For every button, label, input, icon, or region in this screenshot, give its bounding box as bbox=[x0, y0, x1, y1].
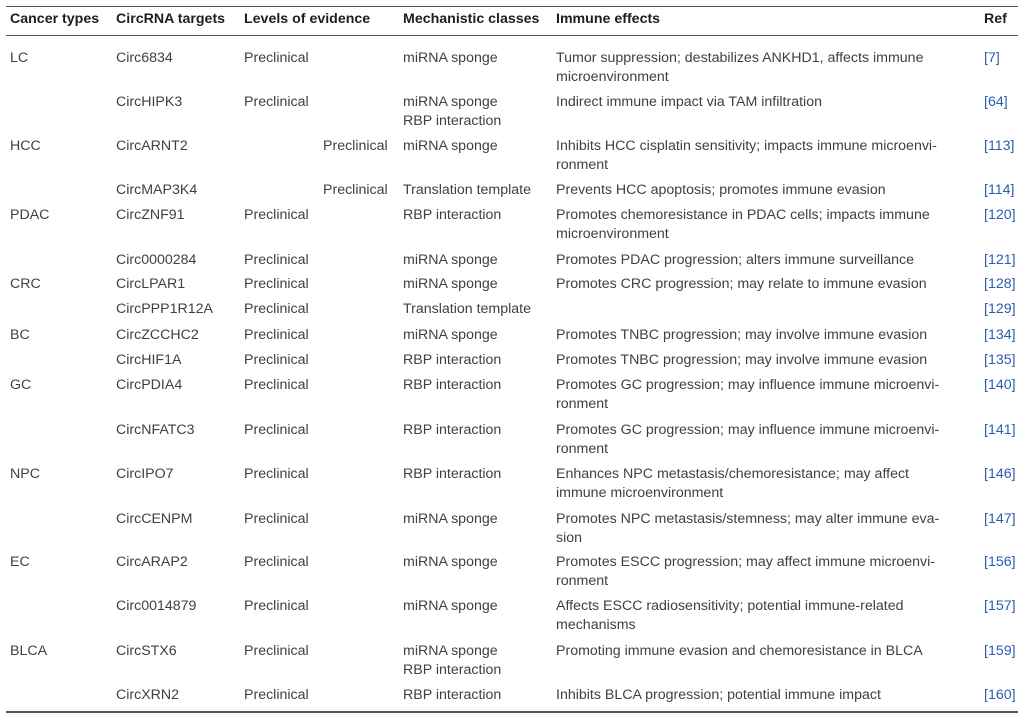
immune-effect-line: Promotes PDAC progression; alters immune surveillance bbox=[556, 252, 914, 268]
mechanism-line: RBP interaction bbox=[403, 352, 502, 368]
immune-effect-line: Promotes ESCC progression; may affect immune microenvi- bbox=[556, 554, 935, 570]
immune-effect-line: Prevents HCC apoptosis; promotes immune evasion bbox=[556, 182, 886, 198]
mechanism-line: miRNA sponge bbox=[403, 643, 498, 659]
mechanism-cell bbox=[403, 181, 531, 200]
mechanism-cell bbox=[403, 93, 501, 130]
evidence-level-cell: Preclinical bbox=[244, 207, 309, 223]
immune-effect-cell bbox=[556, 351, 966, 370]
evidence-level-cell: Preclinical bbox=[244, 252, 309, 268]
reference-link[interactable]: [140] bbox=[984, 377, 1016, 393]
mechanism-cell bbox=[403, 597, 498, 616]
header-immune-effects: Immune effects bbox=[556, 11, 661, 27]
immune-effect-cell bbox=[556, 553, 966, 590]
cancer-type-cell: BC bbox=[10, 327, 30, 343]
immune-effect-line: Promoting immune evasion and chemoresistance in BLCA bbox=[556, 643, 923, 659]
immune-effect-cell bbox=[556, 510, 966, 547]
immune-effect-line: Promotes GC progression; may influence immune microenvi- bbox=[556, 422, 940, 438]
circrna-target-cell: CircXRN2 bbox=[116, 687, 180, 703]
mechanism-cell bbox=[403, 300, 531, 319]
mechanism-cell bbox=[403, 376, 501, 395]
mechanism-line: RBP interaction bbox=[403, 466, 502, 482]
immune-effect-line: ronment bbox=[556, 156, 609, 173]
immune-effect-cell bbox=[556, 181, 966, 200]
immune-effect-line: ronment bbox=[556, 440, 609, 457]
evidence-level-cell: Preclinical bbox=[244, 598, 309, 614]
circrna-target-cell: CircARAP2 bbox=[116, 554, 188, 570]
immune-effect-line: Inhibits BLCA progression; potential immune impact bbox=[556, 687, 881, 703]
immune-effect-cell bbox=[556, 251, 966, 270]
reference-link[interactable]: [129] bbox=[984, 301, 1016, 317]
mechanism-cell bbox=[403, 421, 501, 440]
cancer-type-cell: CRC bbox=[10, 276, 41, 292]
circrna-target-cell: CircZNF91 bbox=[116, 207, 185, 223]
reference-link[interactable]: [160] bbox=[984, 687, 1016, 703]
mechanism-line: miRNA sponge bbox=[403, 511, 498, 527]
evidence-level-cell: Preclinical bbox=[244, 327, 309, 343]
mechanism-cell bbox=[403, 137, 498, 156]
cancer-type-cell: LC bbox=[10, 50, 29, 66]
reference-link[interactable]: [128] bbox=[984, 276, 1016, 292]
mechanism-line: Translation template bbox=[403, 182, 532, 198]
evidence-level-cell: Preclinical bbox=[244, 643, 309, 659]
mechanism-line: RBP interaction bbox=[403, 112, 502, 129]
circrna-target-cell: CircCENPM bbox=[116, 511, 193, 527]
immune-effect-cell bbox=[556, 376, 966, 413]
reference-link[interactable]: [121] bbox=[984, 252, 1016, 268]
circrna-target-cell: CircPPP1R12A bbox=[116, 301, 213, 317]
immune-effect-line: microenvironment bbox=[556, 68, 669, 85]
mechanism-cell bbox=[403, 206, 501, 225]
circrna-target-cell: CircNFATC3 bbox=[116, 422, 195, 438]
reference-link[interactable]: [64] bbox=[984, 94, 1008, 110]
immune-effect-cell bbox=[556, 465, 966, 502]
circrna-target-cell: CircMAP3K4 bbox=[116, 182, 198, 198]
evidence-level-cell: Preclinical bbox=[244, 377, 309, 393]
reference-link[interactable]: [156] bbox=[984, 554, 1016, 570]
immune-effect-cell bbox=[556, 275, 966, 294]
immune-effect-line: Affects ESCC radiosensitivity; potential immune-related bbox=[556, 598, 904, 614]
circrna-target-cell: CircHIPK3 bbox=[116, 94, 183, 110]
circrna-target-cell: Circ6834 bbox=[116, 50, 173, 66]
cancer-type-cell: EC bbox=[10, 554, 30, 570]
evidence-level-cell: Preclinical bbox=[244, 352, 309, 368]
immune-effect-line: Promotes GC progression; may influence immune microenvi- bbox=[556, 377, 940, 393]
mechanism-cell bbox=[403, 351, 501, 370]
circrna-target-cell: CircHIF1A bbox=[116, 352, 182, 368]
header-ref: Ref bbox=[984, 11, 1007, 27]
evidence-level-cell: Preclinical bbox=[244, 511, 309, 527]
immune-effect-line: Promotes chemoresistance in PDAC cells; impacts immune bbox=[556, 207, 930, 223]
immune-effect-line: Tumor suppression; destabilizes ANKHD1, affects immune bbox=[556, 50, 924, 66]
mechanism-line: miRNA sponge bbox=[403, 598, 498, 614]
mechanism-line: miRNA sponge bbox=[403, 138, 498, 154]
mechanism-line: miRNA sponge bbox=[403, 554, 498, 570]
reference-link[interactable]: [159] bbox=[984, 643, 1016, 659]
immune-effect-line: ronment bbox=[556, 395, 609, 412]
mechanism-cell bbox=[403, 326, 498, 345]
immune-effect-line: Indirect immune impact via TAM infiltration bbox=[556, 94, 822, 110]
immune-effect-line: Promotes TNBC progression; may involve immune evasion bbox=[556, 327, 928, 343]
evidence-level-cell: Preclinical bbox=[323, 182, 388, 198]
circrna-target-cell: CircSTX6 bbox=[116, 643, 177, 659]
reference-link[interactable]: [134] bbox=[984, 327, 1016, 343]
immune-effect-line: mechanisms bbox=[556, 616, 636, 633]
cancer-type-cell: GC bbox=[10, 377, 32, 393]
reference-link[interactable]: [114] bbox=[984, 182, 1015, 198]
mechanism-line: miRNA sponge bbox=[403, 94, 498, 110]
immune-effect-line: ronment bbox=[556, 572, 609, 589]
circrna-target-cell: CircLPAR1 bbox=[116, 276, 186, 292]
header-cancer-types: Cancer types bbox=[10, 11, 100, 27]
top-rule bbox=[6, 6, 1018, 7]
mechanism-cell bbox=[403, 510, 498, 529]
reference-link[interactable]: [135] bbox=[984, 352, 1016, 368]
immune-effect-line: Inhibits HCC cisplatin sensitivity; impacts immune microenvi- bbox=[556, 138, 937, 154]
reference-link[interactable]: [157] bbox=[984, 598, 1016, 614]
immune-effect-line: microenvironment bbox=[556, 225, 669, 242]
immune-effect-line: immune microenvironment bbox=[556, 484, 724, 501]
cancer-type-cell: PDAC bbox=[10, 207, 50, 223]
header-mechanistic-classes: Mechanistic classes bbox=[403, 11, 540, 27]
circrna-target-cell: Circ0000284 bbox=[116, 252, 197, 268]
bottom-rule bbox=[6, 711, 1018, 713]
immune-effect-line: sion bbox=[556, 529, 583, 546]
header-rule bbox=[6, 35, 1018, 36]
mechanism-line: miRNA sponge bbox=[403, 276, 498, 292]
mechanism-cell bbox=[403, 553, 498, 572]
mechanism-line: RBP interaction bbox=[403, 422, 502, 438]
reference-link[interactable]: [120] bbox=[984, 207, 1016, 223]
evidence-level-cell: Preclinical bbox=[244, 687, 309, 703]
mechanism-cell bbox=[403, 251, 498, 270]
reference-link[interactable]: [113] bbox=[984, 138, 1015, 154]
reference-link[interactable]: [147] bbox=[984, 511, 1016, 527]
mechanism-line: miRNA sponge bbox=[403, 252, 498, 268]
evidence-level-cell: Preclinical bbox=[244, 466, 309, 482]
immune-effect-line: Promotes NPC metastasis/stemness; may alter immune eva- bbox=[556, 511, 940, 527]
immune-effect-cell bbox=[556, 49, 966, 86]
cancer-type-cell: NPC bbox=[10, 466, 40, 482]
immune-effect-cell bbox=[556, 326, 966, 345]
immune-effect-line: Enhances NPC metastasis/chemoresistance; may affect bbox=[556, 466, 910, 482]
reference-link[interactable]: [7] bbox=[984, 50, 1000, 66]
mechanism-line: RBP interaction bbox=[403, 207, 502, 223]
mechanism-cell bbox=[403, 49, 498, 68]
cancer-type-cell: HCC bbox=[10, 138, 41, 154]
immune-effect-cell bbox=[556, 421, 966, 458]
evidence-level-cell: Preclinical bbox=[323, 138, 388, 154]
evidence-level-cell: Preclinical bbox=[244, 301, 309, 317]
mechanism-cell bbox=[403, 642, 501, 679]
evidence-level-cell: Preclinical bbox=[244, 94, 309, 110]
mechanism-line: RBP interaction bbox=[403, 661, 502, 678]
circrna-target-cell: CircZCCHC2 bbox=[116, 327, 199, 343]
immune-effect-cell bbox=[556, 137, 966, 174]
mechanism-cell bbox=[403, 686, 501, 705]
immune-effect-cell bbox=[556, 597, 966, 634]
header-levels-of-evidence: Levels of evidence bbox=[244, 11, 371, 27]
mechanism-line: miRNA sponge bbox=[403, 327, 498, 343]
immune-effect-line: Promotes CRC progression; may relate to immune evasion bbox=[556, 276, 927, 292]
mechanism-line: RBP interaction bbox=[403, 377, 502, 393]
cancer-type-cell: BLCA bbox=[10, 643, 48, 659]
immune-effect-cell bbox=[556, 93, 966, 112]
evidence-level-cell: Preclinical bbox=[244, 554, 309, 570]
mechanism-line: Translation template bbox=[403, 301, 532, 317]
mechanism-cell bbox=[403, 465, 501, 484]
reference-link[interactable]: [141] bbox=[984, 422, 1016, 438]
immune-effect-cell bbox=[556, 206, 966, 243]
circrna-target-cell: CircARNT2 bbox=[116, 138, 188, 154]
immune-effect-cell bbox=[556, 642, 966, 661]
immune-effect-cell bbox=[556, 686, 966, 705]
mechanism-cell bbox=[403, 275, 498, 294]
reference-link[interactable]: [146] bbox=[984, 466, 1016, 482]
evidence-level-cell: Preclinical bbox=[244, 422, 309, 438]
evidence-level-cell: Preclinical bbox=[244, 50, 309, 66]
mechanism-line: RBP interaction bbox=[403, 687, 502, 703]
circrna-target-cell: Circ0014879 bbox=[116, 598, 197, 614]
mechanism-line: miRNA sponge bbox=[403, 50, 498, 66]
circrna-target-cell: CircPDIA4 bbox=[116, 377, 183, 393]
immune-effect-line: Promotes TNBC progression; may involve immune evasion bbox=[556, 352, 928, 368]
circrna-target-cell: CircIPO7 bbox=[116, 466, 174, 482]
evidence-level-cell: Preclinical bbox=[244, 276, 309, 292]
header-circrna-targets: CircRNA targets bbox=[116, 11, 226, 27]
